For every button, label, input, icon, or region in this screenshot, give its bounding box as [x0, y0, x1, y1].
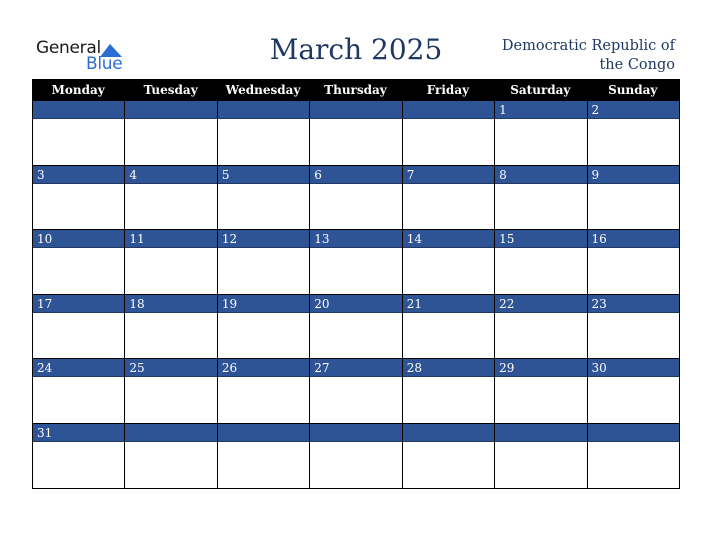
day-number [33, 101, 124, 119]
day-number: 20 [310, 295, 401, 313]
day-notes-area [588, 313, 679, 360]
day-number: 5 [218, 166, 309, 184]
day-notes-area [33, 119, 124, 166]
day-number: 23 [588, 295, 679, 313]
day-notes-area [495, 442, 586, 489]
weekday-header-row [32, 79, 679, 101]
day-number: 17 [33, 295, 124, 313]
day-number: 9 [588, 166, 679, 184]
day-cell-empty [309, 424, 401, 489]
day-cell-empty [587, 424, 679, 489]
day-number: 16 [588, 230, 679, 248]
calendar-grid [32, 79, 680, 489]
day-cell-30 [587, 359, 679, 424]
day-notes-area [218, 119, 309, 166]
calendar-weeks [32, 101, 679, 489]
day-cell-12 [217, 230, 309, 295]
day-number [403, 101, 494, 119]
day-number [310, 424, 401, 442]
day-notes-area [125, 442, 216, 489]
day-number [310, 101, 401, 119]
day-number [218, 101, 309, 119]
day-number: 12 [218, 230, 309, 248]
week-row [32, 359, 679, 424]
day-notes-area [33, 377, 124, 424]
day-number: 14 [403, 230, 494, 248]
day-notes-area [33, 313, 124, 360]
country-label: Democratic Republic of the Congo [501, 38, 675, 73]
day-notes-area [310, 377, 401, 424]
day-notes-area [403, 248, 494, 295]
day-number: 2 [588, 101, 679, 119]
day-number: 24 [33, 359, 124, 377]
day-number: 19 [218, 295, 309, 313]
day-cell-1 [494, 101, 586, 166]
day-notes-area [403, 313, 494, 360]
day-number: 4 [125, 166, 216, 184]
day-number: 15 [495, 230, 586, 248]
day-notes-area [588, 442, 679, 489]
weekday-header-sunday: Sunday [608, 83, 658, 97]
day-notes-area [403, 184, 494, 231]
day-cell-3 [32, 166, 124, 231]
day-cell-16 [587, 230, 679, 295]
week-row [32, 230, 679, 295]
day-number: 26 [218, 359, 309, 377]
day-number: 1 [495, 101, 586, 119]
weekday-header-tuesday: Tuesday [143, 83, 198, 97]
day-cell-13 [309, 230, 401, 295]
day-cell-17 [32, 295, 124, 360]
day-notes-area [495, 119, 586, 166]
day-cell-28 [402, 359, 494, 424]
day-number [495, 424, 586, 442]
day-notes-area [310, 313, 401, 360]
day-cell-empty [217, 424, 309, 489]
weekday-header-wednesday: Wednesday [225, 83, 301, 97]
day-notes-area [310, 184, 401, 231]
day-number: 30 [588, 359, 679, 377]
day-number [125, 424, 216, 442]
day-cell-11 [124, 230, 216, 295]
day-cell-29 [494, 359, 586, 424]
day-cell-21 [402, 295, 494, 360]
day-cell-27 [309, 359, 401, 424]
weekday-header-monday: Monday [51, 83, 105, 97]
day-notes-area [125, 184, 216, 231]
day-notes-area [125, 119, 216, 166]
day-cell-5 [217, 166, 309, 231]
day-cell-empty [124, 424, 216, 489]
day-number [125, 101, 216, 119]
week-row [32, 424, 679, 489]
day-cell-empty [494, 424, 586, 489]
page-title: March 2025 [269, 33, 443, 66]
day-notes-area [33, 184, 124, 231]
day-number: 18 [125, 295, 216, 313]
week-row [32, 101, 679, 166]
day-cell-4 [124, 166, 216, 231]
day-cell-22 [494, 295, 586, 360]
day-cell-31 [32, 424, 124, 489]
day-cell-15 [494, 230, 586, 295]
day-number: 28 [403, 359, 494, 377]
day-notes-area [403, 377, 494, 424]
day-notes-area [218, 313, 309, 360]
logo-text-blue: Blue [86, 54, 123, 74]
day-cell-empty [309, 101, 401, 166]
day-notes-area [588, 184, 679, 231]
day-number: 7 [403, 166, 494, 184]
day-cell-19 [217, 295, 309, 360]
day-number: 27 [310, 359, 401, 377]
day-cell-25 [124, 359, 216, 424]
day-notes-area [125, 248, 216, 295]
day-notes-area [218, 442, 309, 489]
day-cell-empty [217, 101, 309, 166]
day-cell-23 [587, 295, 679, 360]
day-notes-area [218, 184, 309, 231]
weekday-header-saturday: Saturday [510, 83, 571, 97]
day-number: 13 [310, 230, 401, 248]
day-notes-area [218, 248, 309, 295]
day-cell-24 [32, 359, 124, 424]
day-cell-6 [309, 166, 401, 231]
day-cell-20 [309, 295, 401, 360]
day-cell-empty [124, 101, 216, 166]
day-number: 6 [310, 166, 401, 184]
day-cell-18 [124, 295, 216, 360]
day-notes-area [310, 248, 401, 295]
day-cell-empty [32, 101, 124, 166]
day-number: 29 [495, 359, 586, 377]
day-notes-area [588, 248, 679, 295]
day-notes-area [495, 313, 586, 360]
day-cell-7 [402, 166, 494, 231]
day-number [218, 424, 309, 442]
day-number: 11 [125, 230, 216, 248]
day-cell-8 [494, 166, 586, 231]
day-cell-10 [32, 230, 124, 295]
day-notes-area [403, 119, 494, 166]
day-notes-area [310, 442, 401, 489]
day-cell-2 [587, 101, 679, 166]
day-notes-area [495, 377, 586, 424]
weekday-header-friday: Friday [426, 83, 470, 97]
day-number: 21 [403, 295, 494, 313]
day-notes-area [403, 442, 494, 489]
logo-text-general: General [36, 38, 101, 58]
day-notes-area [33, 442, 124, 489]
day-number: 8 [495, 166, 586, 184]
day-cell-26 [217, 359, 309, 424]
day-notes-area [588, 377, 679, 424]
day-notes-area [125, 313, 216, 360]
day-notes-area [495, 184, 586, 231]
day-cell-empty [402, 101, 494, 166]
day-notes-area [495, 248, 586, 295]
day-cell-9 [587, 166, 679, 231]
day-notes-area [310, 119, 401, 166]
day-cell-empty [402, 424, 494, 489]
day-number: 10 [33, 230, 124, 248]
day-cell-14 [402, 230, 494, 295]
day-number [403, 424, 494, 442]
day-number: 25 [125, 359, 216, 377]
week-row [32, 166, 679, 231]
day-notes-area [33, 248, 124, 295]
day-number: 22 [495, 295, 586, 313]
day-notes-area [125, 377, 216, 424]
day-notes-area [588, 119, 679, 166]
day-notes-area [218, 377, 309, 424]
day-number: 3 [33, 166, 124, 184]
day-number: 31 [33, 424, 124, 442]
weekday-header-thursday: Thursday [324, 83, 387, 97]
day-number [588, 424, 679, 442]
week-row [32, 295, 679, 360]
